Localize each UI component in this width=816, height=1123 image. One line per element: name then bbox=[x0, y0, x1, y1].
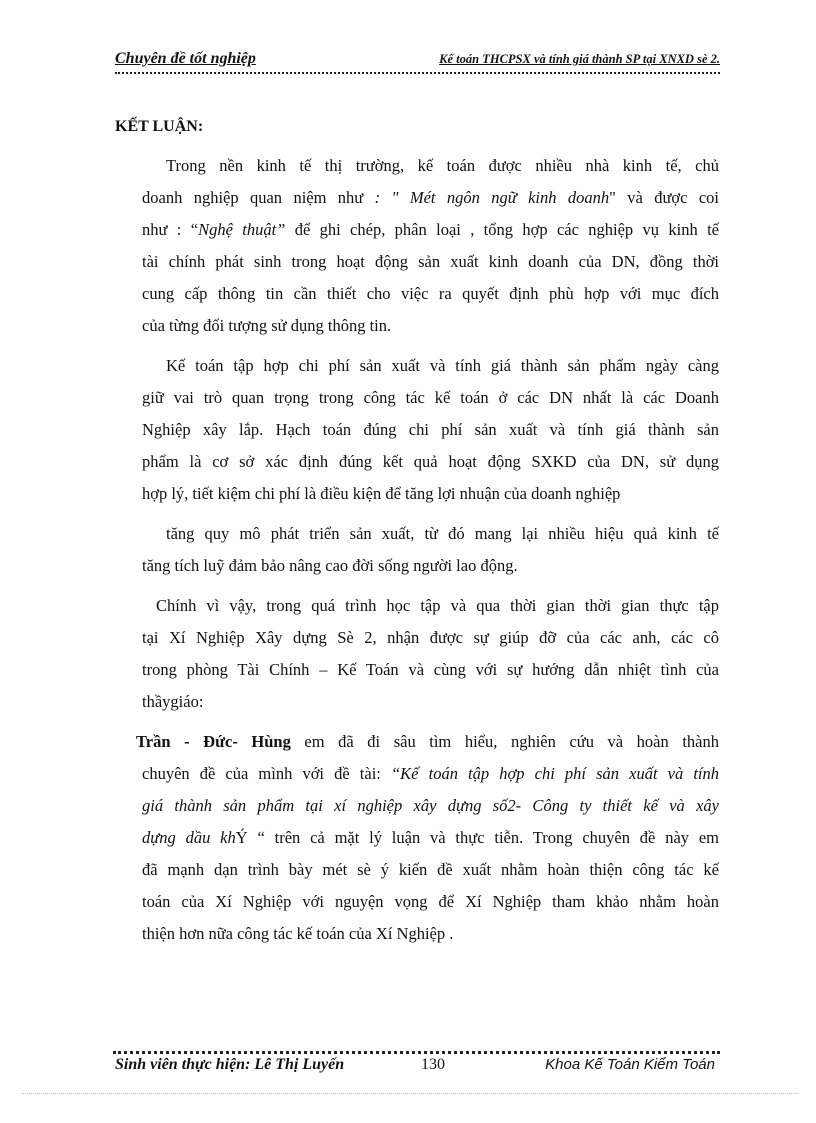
page-footer bbox=[115, 1056, 715, 1078]
text-line: Nghiệp xây lắp. Hạch toán đúng chi phí sản xuất và tính giá thành sản bbox=[142, 420, 719, 439]
text-line: của từng đối tượng sử dụng thông tin. bbox=[142, 316, 392, 335]
text-line: Trần - Đức- Hùng em đã đi sâu tìm hiểu, nghiên cứu và hoàn thành bbox=[136, 732, 719, 751]
text-line: tài chính phát sinh trong hoạt động sản xuất kinh doanh của DN, đồng thời bbox=[142, 252, 719, 271]
page-header bbox=[115, 50, 720, 74]
text-line: doanh nghiệp quan niệm như : " Mét ngôn ngữ kinh doanh" và được coi bbox=[142, 188, 719, 207]
text-line: dựng dầu khÝ “ trên cả mặt lý luận và thực tiễn. Trong chuyên đề này em bbox=[142, 828, 719, 847]
text-line: đã mạnh dạn trình bày mét sè ý kiến đề xuất nhằm hoàn thiện công tác kế bbox=[142, 860, 719, 879]
text-line: Kế toán tập hợp chi phí sản xuất và tính giá thành sản phẩm ngày càng bbox=[166, 356, 719, 375]
text-line: Chính vì vậy, trong quá trình học tập và qua thời gian thời gian thực tập bbox=[156, 596, 719, 615]
text-line: như : “Nghệ thuật” để ghi chép, phân loại , tổng hợp các nghiệp vụ kinh tế bbox=[142, 220, 719, 239]
bottom-divider bbox=[22, 1093, 798, 1094]
footer-faculty: Khoa Kế Toán Kiểm Toán bbox=[545, 1056, 715, 1073]
text-line: thiện hơn nữa công tác kế toán của Xí Nghiệp . bbox=[142, 924, 454, 943]
text-line: tại Xí Nghiệp Xây dựng Sè 2, nhận được sự giúp đỡ của các anh, các cô bbox=[142, 628, 719, 647]
header-left-text: Chuyên đề tốt nghiệp bbox=[115, 50, 256, 67]
text-line: trong phòng Tài Chính – Kế Toán và cùng với sự hướng dẫn nhiệt tình của bbox=[142, 660, 719, 679]
page-number: 130 bbox=[421, 1056, 445, 1073]
text-line: tăng quy mô phát triển sản xuất, từ đó mang lại nhiều hiệu quả kinh tế bbox=[166, 524, 719, 543]
text-line: thầygiáo: bbox=[142, 692, 204, 711]
conclusion-body bbox=[136, 150, 720, 950]
text-line: giữ vai trò quan trọng trong công tác kế toán ở các DN nhất là các Doanh bbox=[142, 388, 719, 407]
text-line: tăng tích luỹ đảm bảo nâng cao đời sống người lao động. bbox=[142, 556, 518, 575]
footer-author: Sinh viên thực hiện: Lê Thị Luyến bbox=[115, 1056, 345, 1073]
text-line: phẩm là cơ sở xác định đúng kết quả hoạt động SXKD của DN, sử dụng bbox=[142, 452, 719, 471]
text-line: chuyên đề của mình với đề tài: “Kế toán tập hợp chi phí sản xuất và tính bbox=[142, 764, 720, 783]
text-line: Trong nền kinh tế thị trường, kế toán được nhiều nhà kinh tế, chủ bbox=[166, 156, 719, 175]
text-line: cung cấp thông tin cần thiết cho việc ra quyết định phù hợp với mục đích bbox=[142, 284, 719, 303]
text-line: giá thành sản phẩm tại xí nghiệp xây dựng số2- Công ty thiết kế và xây bbox=[142, 796, 719, 815]
section-title: KẾT LUẬN: bbox=[115, 118, 204, 135]
text-line: toán của Xí Nghiệp với nguyện vọng để Xí Nghiệp tham khảo nhằm hoàn bbox=[142, 892, 719, 911]
header-right-text: Kế toán THCPSX và tính giá thành SP tại XNXD sè 2. bbox=[439, 52, 720, 66]
footer-divider bbox=[113, 1051, 720, 1054]
text-line: hợp lý, tiết kiệm chi phí là điều kiện để tăng lợi nhuận của doanh nghiệp bbox=[142, 484, 621, 503]
